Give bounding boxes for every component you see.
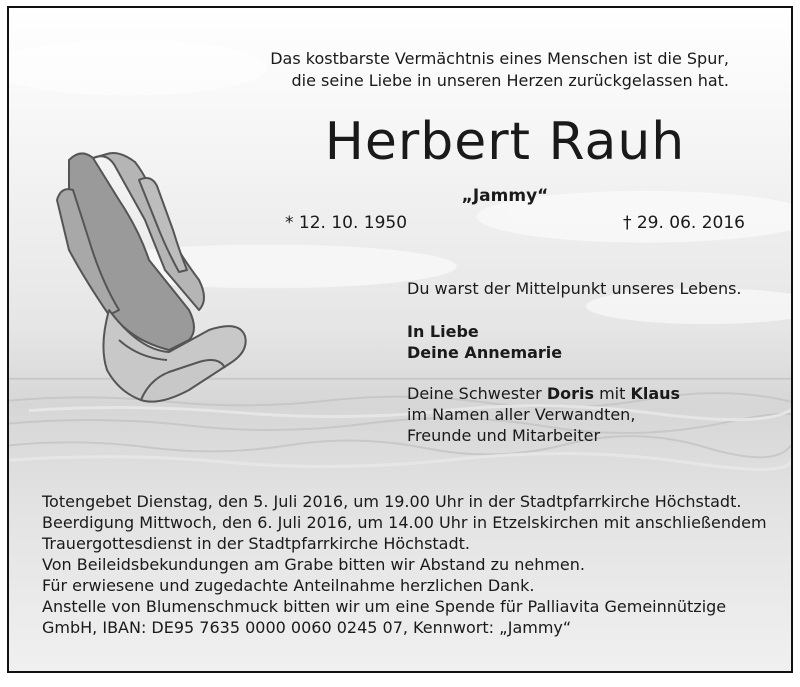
quote-line-2: die seine Liebe in unseren Herzen zurückgelassen hat. [291,71,729,90]
praying-hands-icon [49,140,249,418]
notice-line: Trauergottesdienst in der Stadtpfarrkirche Höchstadt. [42,534,470,553]
memorial-quote [249,48,729,92]
notice-line: Von Beileidsbekundungen am Grabe bitten wir Abstand zu nehmen. [42,555,585,574]
family-line-3: Freunde und Mitarbeiter [407,426,601,445]
love-line-1: In Liebe [407,322,479,341]
birth-date: * 12. 10. 1950 [285,213,408,233]
center-of-life-line: Du warst der Mittelpunkt unseres Lebens. [407,279,742,298]
sister-name: Doris [546,384,594,403]
notices-block [42,491,782,638]
notice-line: Anstelle von Blumenschmuck bitten wir um eine Spende für Palliavita Gemeinnützige [42,597,727,616]
deceased-name: Herbert Rauh [324,112,686,172]
quote-line-1: Das kostbarste Vermächtnis eines Menschen ist die Spur, [270,49,729,68]
family-prefix: Deine Schwester [407,384,547,403]
obituary-card [7,6,793,673]
deceased-nickname: „Jammy“ [461,186,549,206]
notice-line: GmbH, IBAN: DE95 7635 0000 0060 0245 07, Kennwort: „Jammy“ [42,618,572,637]
family-line-1 [407,383,680,404]
signature-love [407,321,562,363]
family-signature [407,383,680,446]
family-line-2: im Namen aller Verwandten, [407,405,636,424]
notice-line: Für erwiesene und zugedachte Anteilnahme herzlichen Dank. [42,576,535,595]
love-line-2: Deine Annemarie [407,343,563,362]
partner-name: Klaus [630,384,681,403]
family-mid: mit [594,384,631,403]
notice-line: Beerdigung Mittwoch, den 6. Juli 2016, um 14.00 Uhr in Etzelskirchen mit anschließendem [42,513,767,532]
death-date: † 29. 06. 2016 [622,213,745,233]
notice-line: Totengebet Dienstag, den 5. Juli 2016, um 19.00 Uhr in der Stadtpfarrkirche Höchstadt. [42,492,742,511]
